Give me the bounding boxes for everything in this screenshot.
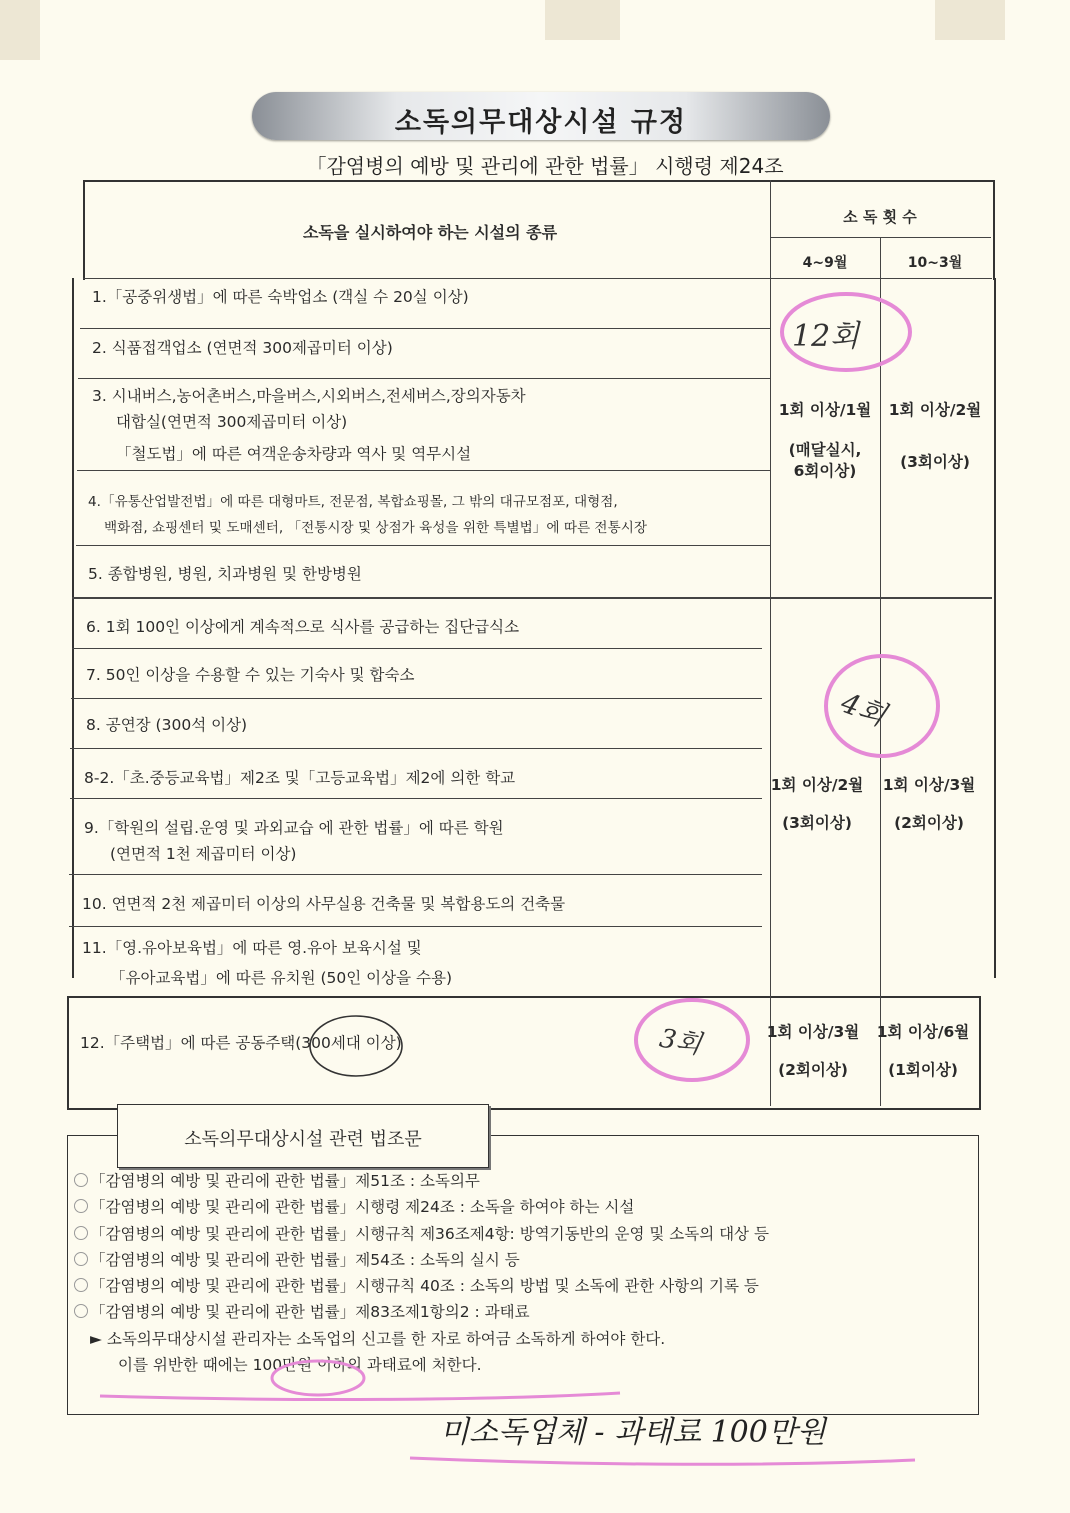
table-row: (연면적 1천 제곱미터 이상) xyxy=(110,845,297,863)
table-row: 12.「주택법」에 따른 공동주택(300세대 이상) xyxy=(80,1034,402,1052)
circle-bullet-icon xyxy=(74,1199,88,1213)
frequency-group-2-winter: 1회 이상/3월 (2회이상) xyxy=(882,776,976,832)
header-facility: 소독을 실시하여야 하는 시설의 종류 xyxy=(302,223,558,242)
header-frequency: 소 독 횟 수 xyxy=(843,208,917,226)
handwritten-note: 미소독업체 - 과태료 100만원 xyxy=(440,1415,826,1450)
table-row: 「철도법」에 따른 여객운송차량과 역사 및 역무시설 xyxy=(116,445,472,463)
table-row: 백화점, 쇼핑센터 및 도매센터, 「전통시장 및 상점가 육성을 위한 특별법」에 따른 전통시장 xyxy=(104,520,647,536)
tape-strip xyxy=(0,0,40,60)
table-row: 대합실(연면적 300제곱미터 이상) xyxy=(116,413,348,431)
circle-bullet-icon xyxy=(74,1304,88,1318)
table-row: 6. 1회 100인 이상에게 계속적으로 식사를 공급하는 집단급식소 xyxy=(86,618,520,636)
page-subtitle: 「감염병의 예방 및 관리에 관한 법률」 시행령 제24조 xyxy=(306,154,784,178)
table-row: 11.「영.유아보육법」에 따른 영.유아 보육시설 및 xyxy=(82,939,422,957)
table-row: 1.「공중위생법」에 따른 숙박업소 (객실 수 20실 이상) xyxy=(92,288,469,306)
handwritten-mark: 4회 xyxy=(836,686,891,733)
list-item: 「감염병의 예방 및 관리에 관한 법률」제54조 : 소독의 실시 등 xyxy=(74,1247,769,1273)
note-line-1: ► 소독의무대상시설 관리자는 소독업의 신고를 한 자로 하여금 소독하게 하여야 한다. xyxy=(90,1329,666,1348)
circle-bullet-icon xyxy=(74,1173,88,1187)
header-summer: 4~9월 xyxy=(802,255,848,271)
circle-bullet-icon xyxy=(74,1252,88,1266)
frequency-group-3-summer: 1회 이상/3월 (2회이상) xyxy=(766,1023,860,1079)
handwritten-mark: 3회 xyxy=(657,1023,704,1061)
table-row: 9.「학원의 설립.운영 및 과외교습 에 관한 법률」에 따른 학원 xyxy=(84,819,504,837)
list-item: 「감염병의 예방 및 관리에 관한 법률」시행규칙 제36조제4항: 방역기동반의 운영 및 소독의 대상 등 xyxy=(74,1221,769,1247)
laws-list xyxy=(74,1168,769,1378)
note-line-2: 이를 위반한 때에는 100만원 이하의 과태료에 처한다. xyxy=(118,1356,482,1375)
frequency-group-1-winter: 1회 이상/2월 (3회이상) xyxy=(888,401,982,471)
laws-section-title-box xyxy=(117,1104,489,1168)
page-title: 소독의무대상시설 규정 xyxy=(394,107,688,138)
list-item: 「감염병의 예방 및 관리에 관한 법률」제51조 : 소독의무 xyxy=(74,1168,769,1194)
table-row: 8-2.「초.중등교육법」제2조 및「고등교육법」제2에 의한 학교 xyxy=(84,769,516,787)
frequency-group-2-summer: 1회 이상/2월 (3회이상) xyxy=(770,776,864,832)
table-row: 「유아교육법」에 따른 유치원 (50인 이상을 수용) xyxy=(110,969,452,987)
laws-section-title: 소독의무대상시설 관련 법조문 xyxy=(184,1129,422,1150)
table-row: 7. 50인 이상을 수용할 수 있는 기숙사 및 합숙소 xyxy=(86,666,415,684)
table-row: 4.「유통산업발전법」에 따른 대형마트, 전문점, 복합쇼핑몰, 그 밖의 대규모점포, 대형점, xyxy=(88,494,618,510)
title-banner xyxy=(252,92,830,140)
tape-strip xyxy=(545,0,620,40)
table-row: 5. 종합병원, 병원, 치과병원 및 한방병원 xyxy=(88,565,362,583)
table-row: 3. 시내버스,농어촌버스,마을버스,시외버스,전세버스,장의자동차 xyxy=(92,387,526,405)
header-winter: 10~3월 xyxy=(907,255,963,271)
circle-bullet-icon xyxy=(74,1226,88,1240)
circle-bullet-icon xyxy=(74,1278,88,1292)
highlight-underline xyxy=(410,1458,915,1464)
handwritten-mark: 12회 xyxy=(792,319,860,354)
table-row: 8. 공연장 (300석 이상) xyxy=(86,716,248,734)
table-row: 2. 식품접객업소 (연면적 300제곱미터 이상) xyxy=(92,339,393,357)
tape-strip xyxy=(935,0,1005,40)
list-item: 「감염병의 예방 및 관리에 관한 법률」시행령 제24조 : 소독을 하여야 하는 시설 xyxy=(74,1194,769,1220)
frequency-group-1-summer: 1회 이상/1월 (매달실시, 6회이상) xyxy=(778,401,872,481)
list-item: 「감염병의 예방 및 관리에 관한 법률」제83조제1항의2 : 과태료 xyxy=(74,1299,769,1325)
list-item: 「감염병의 예방 및 관리에 관한 법률」시행규칙 40조 : 소독의 방법 및 소독에 관한 사항의 기록 등 xyxy=(74,1273,769,1299)
frequency-group-3-winter: 1회 이상/6월 (1회이상) xyxy=(876,1023,970,1079)
table-row: 10. 연면적 2천 제곱미터 이상의 사무실용 건축물 및 복합용도의 건축물 xyxy=(82,895,566,913)
